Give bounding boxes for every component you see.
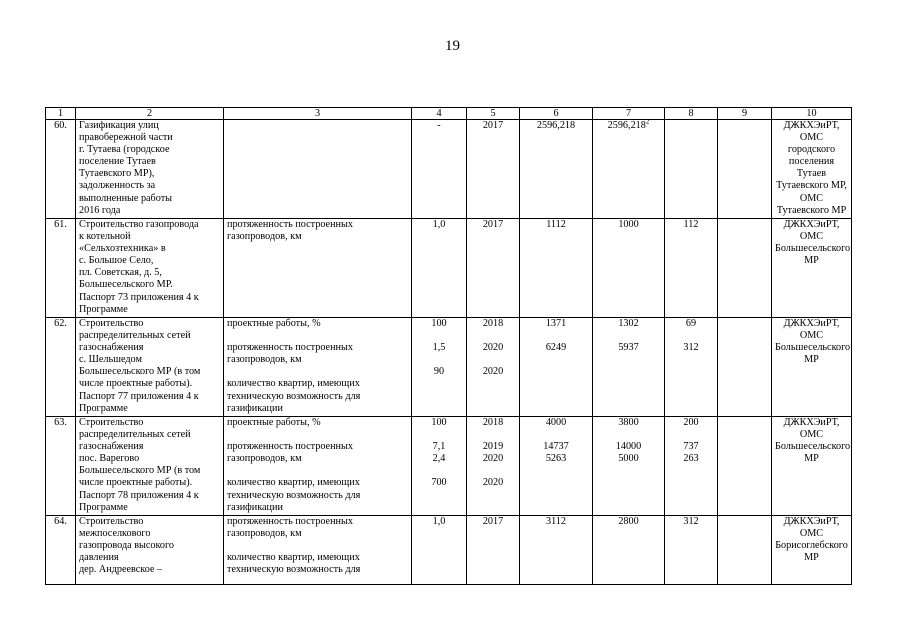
activity-name-cell (76, 417, 224, 516)
cell-line (721, 417, 768, 429)
cell-line (596, 330, 661, 342)
cell-line: газоснабжения (79, 342, 144, 354)
total-funding-cell (520, 318, 593, 417)
cell-line: выполненные работы (79, 192, 172, 204)
cell-line: 1112 (546, 219, 566, 230)
cell-line: пос. Варегово (79, 453, 140, 465)
cell-line (227, 366, 408, 378)
cell-line (721, 318, 768, 330)
cell-line: протяженность построенных (227, 219, 353, 230)
cell-line (721, 219, 768, 231)
cell-line: задолженность за (79, 180, 156, 192)
executor-cell (772, 120, 852, 219)
cell-line: газификации (227, 501, 283, 513)
program-table (45, 107, 852, 585)
cell-line: 5263 (545, 453, 567, 465)
cell-line: 1,0 (432, 516, 446, 527)
cell-line: «Сельхозтехника» в (79, 243, 166, 255)
cell-line: ДЖКХЭиРТ, (783, 318, 840, 329)
other-funding-cell (718, 417, 772, 516)
executor-cell (772, 219, 852, 318)
cell-line: 7,1 (432, 441, 446, 453)
cell-line: 4000 (545, 417, 567, 428)
column-header: 7 (593, 108, 665, 120)
column-number-row (46, 108, 852, 120)
column-header: 2 (76, 108, 224, 120)
executor-cell (772, 318, 852, 417)
cell-line: числе проектные работы). (79, 477, 193, 489)
year-cell (467, 417, 520, 516)
year-cell (467, 120, 520, 219)
cell-line: поселение Тутаев (79, 156, 156, 168)
cell-line (470, 330, 516, 342)
cell-line (227, 465, 408, 477)
cell-line: техническую возможность для (227, 564, 361, 576)
cell-line: городского (787, 144, 836, 156)
cell-line: 2020 (482, 366, 504, 378)
page-number: 19 (445, 38, 460, 54)
cell-line: ДЖКХЭиРТ, (783, 120, 840, 131)
row-number-cell: 63. (46, 417, 76, 516)
cell-line (227, 429, 408, 441)
column-header: 1 (46, 108, 76, 120)
cell-line: 5000 (618, 453, 639, 465)
cell-line: ОМС (799, 231, 824, 243)
cell-line (227, 330, 408, 342)
cell-line: 1,0 (432, 219, 446, 230)
cell-line (470, 429, 516, 441)
row-number-cell: 62. (46, 318, 76, 417)
cell-line: 2017 (482, 120, 504, 131)
column-header: 8 (665, 108, 718, 120)
cell-line: 2020 (482, 477, 504, 489)
cell-line: 2020 (482, 453, 504, 465)
column-header: 9 (718, 108, 772, 120)
cell-line: Большесельского (775, 441, 851, 453)
other-funding-cell (718, 120, 772, 219)
indicator-value-cell (412, 516, 467, 585)
cell-line: распределительных сетей (79, 429, 191, 441)
executor-cell (772, 417, 852, 516)
indicator-value-cell (412, 219, 467, 318)
cell-line: правобережной части (79, 132, 173, 144)
regional-funding-cell (593, 318, 665, 417)
cell-line: количество квартир, имеющих (227, 477, 360, 489)
local-funding-cell (665, 120, 718, 219)
cell-line: МР (804, 552, 819, 564)
cell-line: 2017 (482, 516, 504, 527)
cell-line: 2800 (618, 516, 639, 527)
cell-line: к котельной (79, 231, 131, 243)
cell-line (415, 429, 463, 441)
cell-line: Тутаевского МР (776, 204, 847, 216)
cell-line (415, 465, 463, 477)
cell-line: МР (804, 354, 819, 366)
cell-line: 2016 года (79, 204, 121, 216)
cell-line: 3800 (618, 417, 639, 428)
cell-line: 100 (431, 318, 447, 329)
cell-line (668, 120, 714, 132)
cell-line: газификации (227, 402, 283, 414)
footnote-marker: 2 (645, 119, 650, 126)
cell-line: 5937 (618, 342, 639, 354)
cell-line: 2017 (482, 219, 504, 230)
regional-funding-cell (593, 219, 665, 318)
indicator-value-cell (412, 318, 467, 417)
indicator-cell (224, 219, 412, 318)
cell-line: Паспорт 73 приложения 4 к (79, 291, 199, 303)
cell-line: Большесельского (775, 342, 851, 354)
cell-line: газопроводов, км (227, 453, 302, 465)
cell-line: протяженность построенных (227, 342, 353, 354)
cell-line: г. Тутаева (городское (79, 144, 170, 156)
total-funding-cell (520, 417, 593, 516)
year-cell (467, 219, 520, 318)
cell-line: распределительных сетей (79, 330, 191, 342)
cell-line: Строительство газопровода (79, 219, 199, 230)
cell-line: 100 (431, 417, 447, 428)
cell-line (721, 516, 768, 528)
cell-line: с. Шельшедом (79, 354, 142, 366)
total-funding-cell (520, 516, 593, 585)
table-row (46, 417, 852, 516)
cell-line: 69 (685, 318, 697, 329)
cell-line: количество квартир, имеющих (227, 552, 360, 564)
cell-line: 737 (683, 441, 699, 453)
cell-line: с. Большое Село, (79, 255, 154, 267)
row-number-cell: 60. (46, 120, 76, 219)
cell-line: 2596,218 (536, 120, 576, 131)
cell-line: - (437, 120, 441, 131)
cell-line (523, 429, 589, 441)
year-cell (467, 516, 520, 585)
cell-line: 700 (431, 477, 447, 489)
cell-line: газоснабжения (79, 441, 144, 453)
cell-line: 2596,218 (607, 120, 646, 131)
table-row (46, 120, 852, 219)
cell-line: 200 (683, 417, 699, 428)
cell-line: давления (79, 552, 119, 564)
cell-line: Программе (79, 303, 128, 315)
indicator-cell (224, 516, 412, 585)
executor-cell (772, 516, 852, 585)
row-number-cell: 64. (46, 516, 76, 585)
total-funding-cell (520, 219, 593, 318)
cell-line: проектные работы, % (227, 318, 321, 329)
local-funding-cell (665, 516, 718, 585)
cell-line: 1000 (618, 219, 639, 230)
cell-line: протяженность построенных (227, 516, 353, 527)
activity-name-cell (76, 318, 224, 417)
cell-line: 1,5 (432, 342, 446, 354)
cell-line: ОМС (799, 429, 824, 441)
table-row (46, 516, 852, 585)
cell-line: 2020 (482, 342, 504, 354)
cell-line (668, 429, 714, 441)
cell-line: 3112 (546, 516, 566, 527)
local-funding-cell (665, 219, 718, 318)
cell-line (668, 330, 714, 342)
cell-line: ОМС (799, 132, 824, 144)
cell-line: протяженность построенных (227, 441, 353, 453)
other-funding-cell (718, 318, 772, 417)
other-funding-cell (718, 219, 772, 318)
column-header: 10 (772, 108, 852, 120)
cell-line: Борисоглебского (775, 540, 848, 552)
cell-line: Паспорт 77 приложения 4 к (79, 390, 199, 402)
cell-line: Строительство (79, 516, 144, 527)
cell-line: 6249 (545, 342, 567, 354)
cell-line (596, 429, 661, 441)
cell-line (721, 120, 768, 132)
cell-line: газопроводов, км (227, 354, 302, 366)
cell-line: числе проектные работы). (79, 378, 193, 390)
cell-line: пл. Советская, д. 5, (79, 267, 162, 279)
activity-name-cell (76, 219, 224, 318)
total-funding-cell (520, 120, 593, 219)
cell-line: Паспорт 78 приложения 4 к (79, 489, 199, 501)
regional-funding-cell (593, 417, 665, 516)
indicator-cell (224, 318, 412, 417)
cell-line: 312 (683, 342, 699, 354)
cell-line: МР (804, 255, 819, 267)
column-header: 3 (224, 108, 412, 120)
cell-line: газопровода высокого (79, 540, 175, 552)
cell-line: дер. Андреевское – (79, 564, 163, 576)
activity-name-cell (76, 516, 224, 585)
indicator-cell (224, 417, 412, 516)
local-funding-cell (665, 417, 718, 516)
cell-line (470, 354, 516, 366)
cell-line: ОМС (799, 528, 824, 540)
cell-line: ОМС (799, 192, 824, 204)
cell-line: 2018 (482, 417, 504, 428)
cell-line (523, 330, 589, 342)
column-header: 5 (467, 108, 520, 120)
regional-funding-cell (593, 516, 665, 585)
cell-line: Большесельского МР (в том (79, 465, 201, 477)
cell-line: Тутаевского МР, (776, 180, 847, 192)
cell-line: Газификация улиц (79, 120, 159, 131)
indicator-cell (224, 120, 412, 219)
cell-line: 1371 (545, 318, 567, 329)
cell-line: 1302 (618, 318, 639, 329)
cell-line: 14737 (543, 441, 569, 453)
cell-line: Программе (79, 501, 128, 513)
cell-line: 14000 (615, 441, 642, 453)
cell-line: Большесельского МР (в том (79, 366, 201, 378)
cell-line (470, 465, 516, 477)
cell-line: газопроводов, км (227, 528, 302, 540)
cell-line: 112 (683, 219, 699, 230)
year-cell (467, 318, 520, 417)
cell-line: количество квартир, имеющих (227, 378, 360, 390)
cell-line (227, 120, 408, 132)
column-header: 6 (520, 108, 593, 120)
other-funding-cell (718, 516, 772, 585)
cell-line: Тутаевского МР), (79, 168, 155, 180)
row-number-cell: 61. (46, 219, 76, 318)
cell-line: техническую возможность для (227, 390, 361, 402)
cell-line: 2019 (482, 441, 504, 453)
cell-line: газопроводов, км (227, 231, 302, 243)
cell-line: межпоселкового (79, 528, 151, 540)
table-row (46, 219, 852, 318)
table-row (46, 318, 852, 417)
cell-line (227, 540, 408, 552)
activity-name-cell (76, 120, 224, 219)
column-header: 4 (412, 108, 467, 120)
cell-line: Строительство (79, 417, 144, 428)
cell-line (415, 354, 463, 366)
indicator-value-cell (412, 120, 467, 219)
local-funding-cell (665, 318, 718, 417)
cell-line (415, 330, 463, 342)
regional-funding-cell (593, 120, 665, 219)
cell-line: ОМС (799, 330, 824, 342)
cell-line: ДЖКХЭиРТ, (783, 219, 840, 230)
cell-line: МР (804, 453, 819, 465)
cell-line: поселения Тутаев (788, 156, 835, 180)
cell-line: Строительство (79, 318, 144, 329)
cell-line: 263 (683, 453, 699, 465)
cell-line: Большесельского (775, 243, 851, 255)
cell-line: 2,4 (432, 453, 446, 465)
cell-line: 90 (433, 366, 445, 378)
cell-line: Программе (79, 402, 128, 414)
cell-line: 312 (683, 516, 699, 527)
cell-line: техническую возможность для (227, 489, 361, 501)
cell-line: ДЖКХЭиРТ, (783, 516, 840, 527)
cell-line: Большесельского МР. (79, 279, 173, 291)
cell-line: проектные работы, % (227, 417, 321, 428)
cell-line: ДЖКХЭиРТ, (783, 417, 840, 428)
cell-line: 2018 (482, 318, 504, 329)
indicator-value-cell (412, 417, 467, 516)
